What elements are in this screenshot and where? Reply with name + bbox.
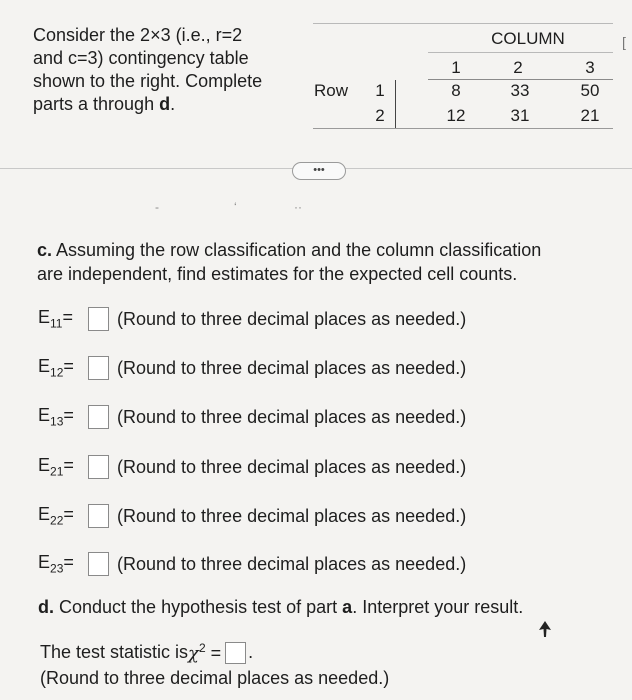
e23-answer-input[interactable] <box>88 552 109 576</box>
row-label-rule <box>395 80 396 128</box>
expected-row-e11 <box>38 306 466 332</box>
table-cell: 33 <box>510 81 530 100</box>
expected-row-e22 <box>38 503 466 529</box>
col-label-1: 1 <box>451 58 461 77</box>
speck: ·· <box>294 200 302 214</box>
row-label-1: 1 <box>375 81 385 100</box>
part-c-line-2: are independent, find estimates for the expected cell counts. <box>37 264 518 284</box>
col-label-rule <box>428 79 613 80</box>
e22-label: $E_{22}=$ <box>38 504 74 528</box>
e13-label: $E_{13}=$ <box>38 405 74 429</box>
e13-round-hint: (Round to three decimal places as needed.) <box>117 406 467 427</box>
col-label-2: 2 <box>513 58 523 77</box>
expand-more-button[interactable]: ••• <box>292 162 346 180</box>
expected-row-e13 <box>38 404 466 430</box>
e22-answer-input[interactable] <box>88 504 109 528</box>
table-top-rule <box>313 23 613 24</box>
test-statistic-row <box>40 641 253 664</box>
col-label-3: 3 <box>585 58 595 77</box>
intro-line-3: shown to the right. Complete <box>33 71 263 91</box>
e12-label: $E_{12}=$ <box>38 356 74 380</box>
e11-label: $E_{11}=$ <box>38 307 73 331</box>
speck: - <box>155 200 159 214</box>
test-statistic-period: . <box>248 642 254 662</box>
e23-label: $E_{23}=$ <box>38 552 74 576</box>
part-d-prompt: d. Conduct the hypothesis test of part a. Interpret your result. <box>38 597 524 617</box>
e11-answer-input[interactable] <box>88 307 109 331</box>
row-header: Row <box>314 81 349 100</box>
table-cell: 31 <box>510 106 530 125</box>
column-header: COLUMN <box>491 29 565 48</box>
expected-row-e23 <box>38 551 466 577</box>
test-statistic-round-hint: (Round to three decimal places as needed.) <box>40 668 390 688</box>
table-bottom-rule <box>313 128 613 129</box>
mouse-cursor-icon <box>537 620 553 638</box>
part-c-line-1: c. Assuming the row classification and the column classification <box>37 240 542 260</box>
expected-row-e21 <box>38 454 466 480</box>
speck: ‘ <box>234 200 237 214</box>
table-cell: 21 <box>580 106 600 125</box>
e22-round-hint: (Round to three decimal places as needed.) <box>117 505 467 526</box>
table-cell: 50 <box>580 81 600 100</box>
e21-label: $E_{21}=$ <box>38 455 74 479</box>
e21-answer-input[interactable] <box>88 455 109 479</box>
e12-answer-input[interactable] <box>88 356 109 380</box>
intro-line-2: and c=3) contingency table <box>33 48 249 68</box>
chi-square-symbol: $\chi^2$ = <box>188 641 222 664</box>
test-statistic-input[interactable] <box>225 642 246 664</box>
test-statistic-prefix: The test statistic is <box>40 642 189 662</box>
e23-round-hint: (Round to three decimal places as needed.) <box>117 553 467 574</box>
table-cell: 12 <box>446 106 466 125</box>
e12-round-hint: (Round to three decimal places as needed.) <box>117 357 467 378</box>
column-header-rule <box>428 52 613 53</box>
e11-round-hint: (Round to three decimal places as needed.) <box>117 308 467 329</box>
table-cell: 8 <box>451 81 461 100</box>
edge-mark: [ <box>622 34 626 50</box>
expected-row-e12 <box>38 355 466 381</box>
row-label-2: 2 <box>375 106 385 125</box>
intro-line-4: parts a through d. <box>33 94 176 114</box>
e21-round-hint: (Round to three decimal places as needed.) <box>117 456 467 477</box>
e13-answer-input[interactable] <box>88 405 109 429</box>
intro-line-1: Consider the 2×3 (i.e., r=2 <box>33 25 243 45</box>
problem-intro <box>33 24 303 116</box>
part-c-prompt <box>37 238 597 286</box>
